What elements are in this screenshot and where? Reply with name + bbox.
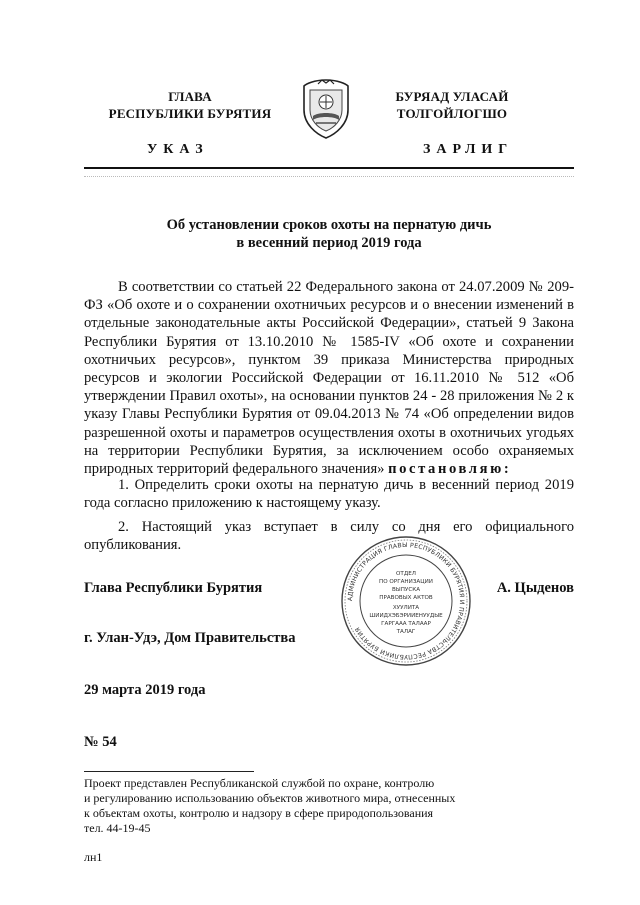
header-rule xyxy=(84,167,574,169)
clause-2-text: 2. Настоящий указ вступает в силу со дня его официального опубликования. xyxy=(84,519,574,554)
preamble-paragraph xyxy=(84,278,574,478)
signing-date: 29 марта 2019 года xyxy=(84,682,206,698)
stamp-ring-text: АДМИНИСТРАЦИЯ ГЛАВЫ РЕСПУБЛИКИ БУРЯТИЯ И ПРАВИТЕЛЬСТВА РЕСПУБЛИКИ БУРЯТИЯ xyxy=(346,541,466,661)
stamp-line-1: ОТДЕЛ xyxy=(396,571,416,577)
decree-word: постановляю: xyxy=(388,461,512,478)
preamble-text: В соответствии со статьей 22 Федерального закона от 24.07.2009 № 209-ФЗ «Об охоте и о сохранении охотничьих ресурсов и о внесении изменений в отдельные законодательные акты Российской Федерации», статьей 9 Закона Республики Бурятия от 13.10.2010 № 1585-IV «Об охоте и сохранении охотничьих ресурсов», пунктом 39 приказа Министерства природных ресурсов и экологии Российской Федерации от 16.11.2010 № 512 «Об утверждении Правил охоты», на основании пунктов 24 - 28 приложения № 2 к указу Главы Республики Бурятия от 09.04.2013 № 74 «Об определении видов разрешенной охоты и параметров осуществления охоты в охотничьих угодьях на территории Республики Бурятия, за исключением особо охраняемых природных территорий федерального значения» xyxy=(84,279,574,478)
header-left-line2: РЕСПУБЛИКИ БУРЯТИЯ xyxy=(108,106,272,121)
signer-position: Глава Республики Бурятия xyxy=(84,580,263,596)
signer-name: А. Цыденов xyxy=(496,580,574,596)
footer-note xyxy=(84,776,564,836)
stamp-line-6: ШИИДХЭБЭРИИЕНУУДЫЕ xyxy=(369,613,443,619)
title-line2: в весенний период 2019 года xyxy=(236,235,422,251)
official-stamp xyxy=(338,534,474,668)
footer-rule xyxy=(84,771,254,772)
clause-2 xyxy=(84,518,574,554)
footer-line1: Проект представлен Республиканской службой по охране, контролю xyxy=(84,776,435,790)
footer-phone: тел. 44-19-45 xyxy=(84,821,151,835)
stamp-line-3: ВЫПУСКА xyxy=(391,587,421,593)
clause-1-text: 1. Определить сроки охоты на пернатую дичь в весенний период 2019 года согласно приложению к настоящему указу. xyxy=(84,477,574,512)
decree-number: № 54 xyxy=(84,734,117,750)
emblem-icon xyxy=(296,76,356,140)
header-right-line2: ТОЛГОЙЛОГШО xyxy=(396,106,508,121)
stamp-line-8: ТАЛАГ xyxy=(396,629,416,635)
header-dotted-rule xyxy=(84,176,574,177)
header-right-title xyxy=(352,88,552,122)
stamp-line-7: ГАРГААА ТАЛААР xyxy=(381,621,431,627)
footer-line3: к объектам охоты, контролю и надзору в сфере природопользования xyxy=(84,806,434,820)
stamp-line-5: ХУУЛИТА xyxy=(392,605,420,611)
footer-line2: и регулированию использованию объектов животного мира, отнесенных xyxy=(84,791,456,805)
header-right-line1: БУРЯАД УЛАСАЙ xyxy=(395,89,509,104)
footer-initials: лн1 xyxy=(84,850,103,864)
clause-1 xyxy=(84,476,574,512)
title-line1: Об установлении сроков охоты на пернатую дичь xyxy=(166,217,492,233)
stamp-line-4: ПРАВОВЫХ АКТОВ xyxy=(379,595,433,601)
header-left-line1: ГЛАВА xyxy=(168,89,212,104)
header-left-title xyxy=(90,88,290,122)
signing-place: г. Улан-Удэ, Дом Правительства xyxy=(84,630,296,646)
document-title xyxy=(84,216,574,252)
doc-type-right: ЗАРЛИГ xyxy=(423,142,514,157)
doc-type-left: УКАЗ xyxy=(147,142,209,157)
stamp-line-2: ПО ОРГАНИЗАЦИИ xyxy=(379,579,433,585)
